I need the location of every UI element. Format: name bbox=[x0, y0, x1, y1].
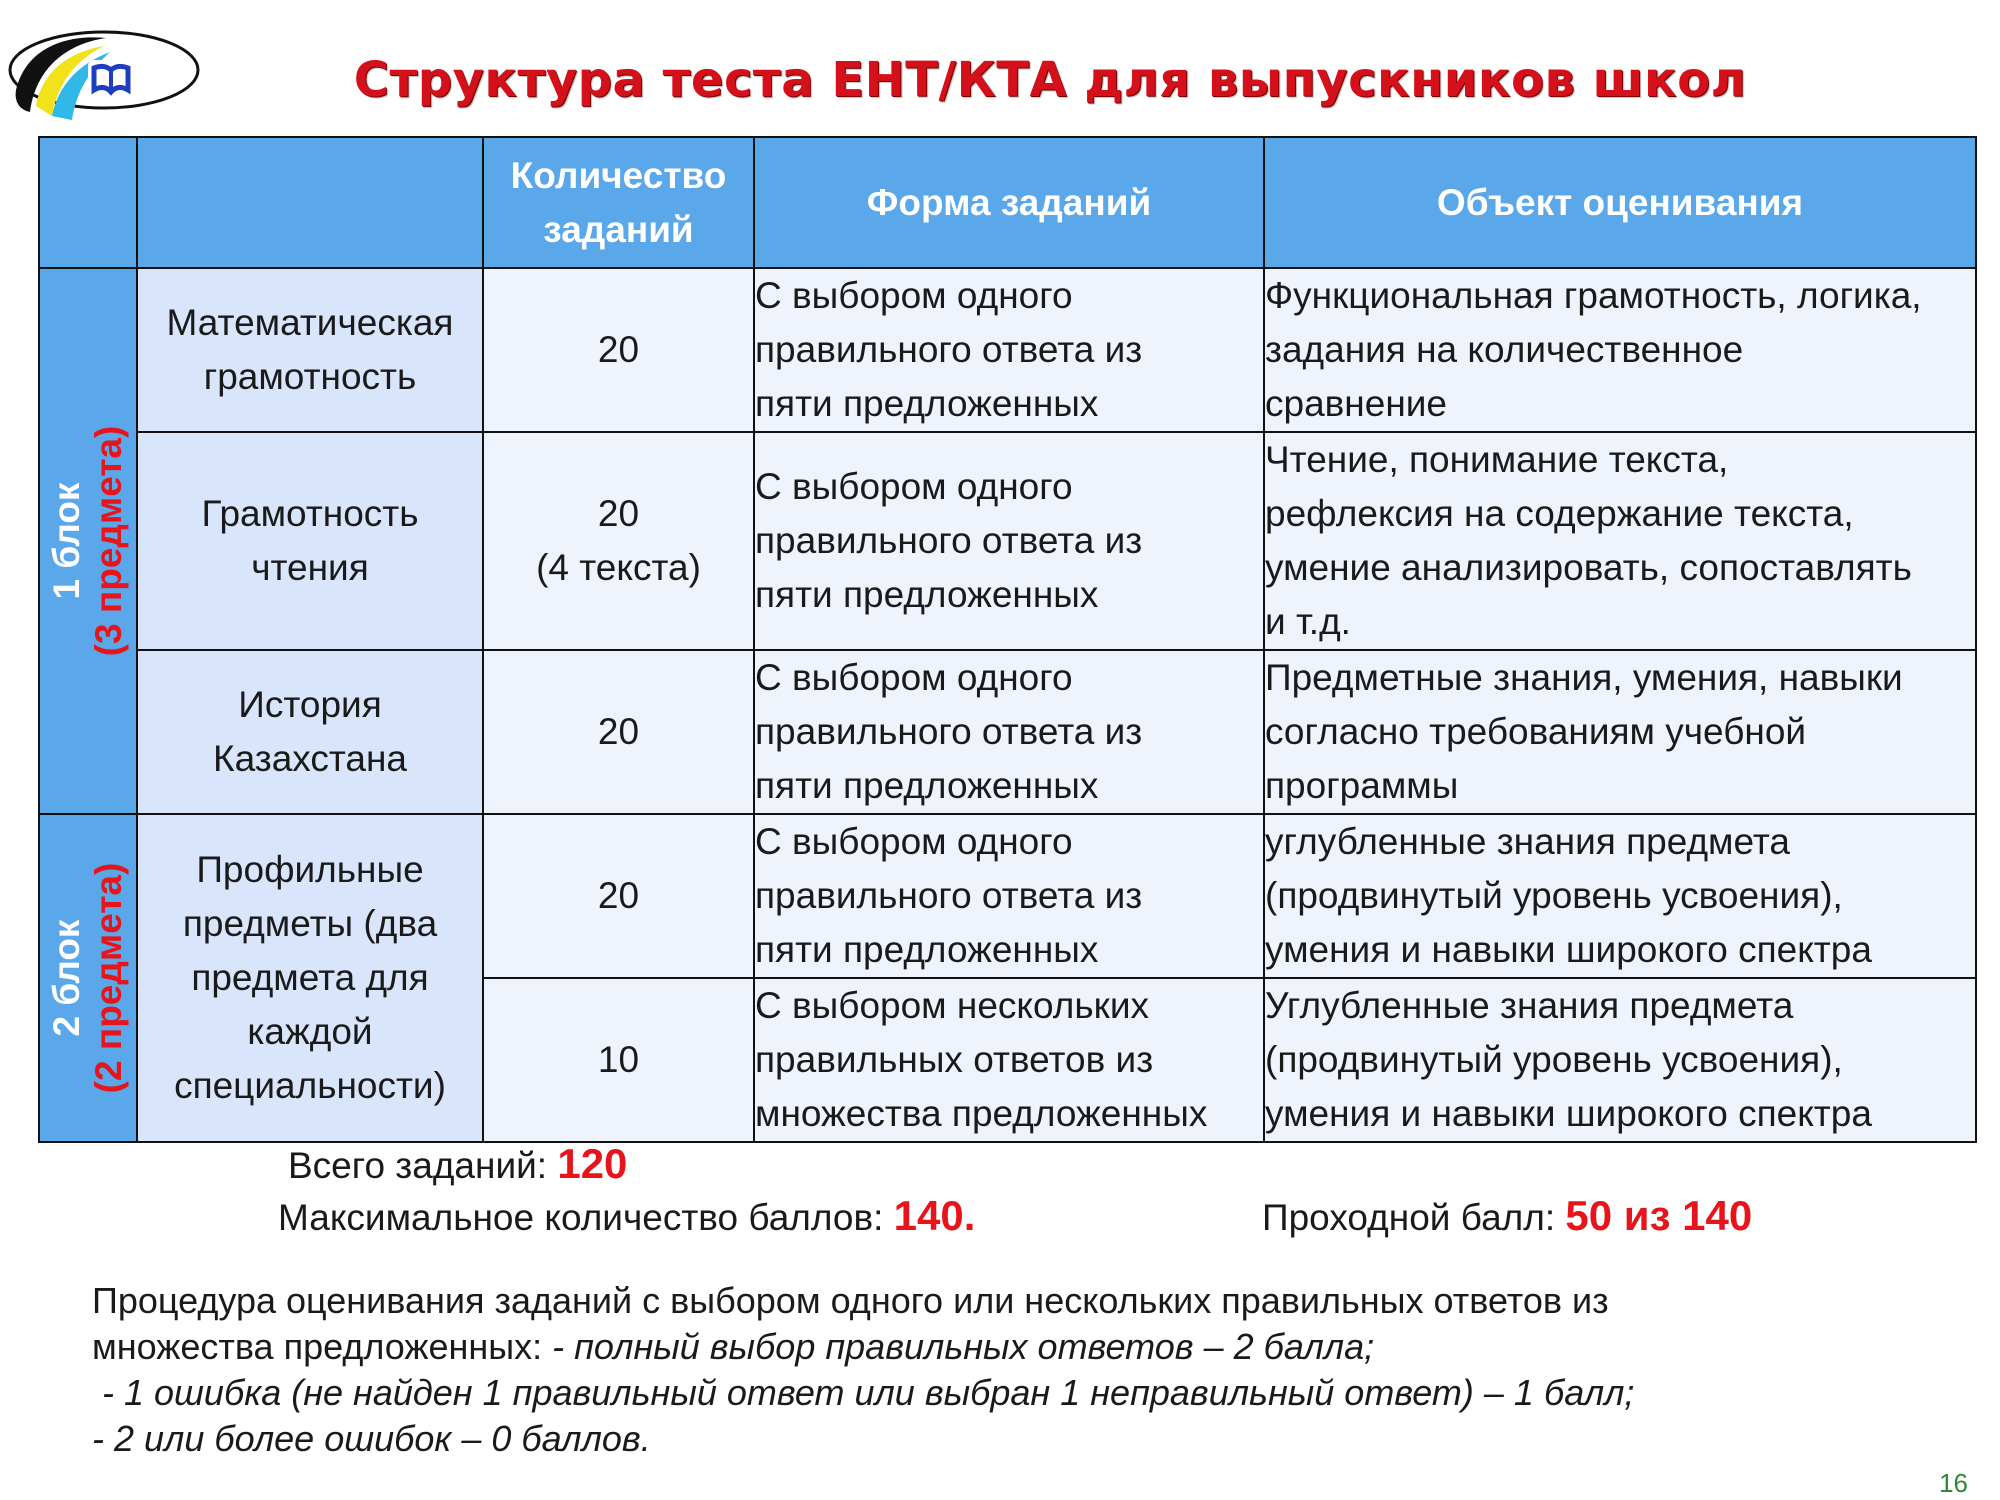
procedure-line-2-plain: множества предложенных: bbox=[92, 1326, 553, 1367]
object-line: согласно требованиям учебной bbox=[1265, 711, 1807, 752]
table-row bbox=[39, 814, 1976, 978]
count-line: 20 bbox=[597, 493, 640, 534]
form-line: С выбором нескольких bbox=[755, 985, 1149, 1026]
form-line: пяти предложенных bbox=[755, 574, 1099, 615]
form-line: пяти предложенных bbox=[755, 765, 1099, 806]
object-line: умение анализировать, сопоставлять bbox=[1265, 547, 1912, 588]
count-cell: 20 bbox=[483, 650, 754, 814]
form-line: правильного ответа из bbox=[755, 711, 1143, 752]
block-1-subtitle: (3 предмета) bbox=[88, 425, 129, 657]
max-score-label: Максимальное количество баллов: bbox=[278, 1197, 884, 1238]
object-line: программы bbox=[1265, 765, 1459, 806]
procedure-text bbox=[92, 1278, 1972, 1462]
block-2-cell bbox=[39, 814, 137, 1142]
form-line: правильного ответа из bbox=[755, 875, 1143, 916]
logo-icon bbox=[6, 20, 206, 124]
form-line: правильного ответа из bbox=[755, 329, 1143, 370]
form-line: множества предложенных bbox=[755, 1093, 1208, 1134]
block-2-name: 2 блок bbox=[46, 919, 87, 1037]
object-line: и т.д. bbox=[1265, 601, 1351, 642]
table-row bbox=[39, 268, 1976, 432]
form-cell bbox=[754, 650, 1264, 814]
block-1-cell bbox=[39, 268, 137, 814]
form-cell bbox=[754, 814, 1264, 978]
block-1-name: 1 блок bbox=[46, 482, 87, 600]
object-cell bbox=[1264, 650, 1976, 814]
count-line: (4 текста) bbox=[536, 547, 701, 588]
passing-score bbox=[1262, 1192, 1752, 1240]
count-cell: 10 bbox=[483, 978, 754, 1142]
object-line: рефлексия на содержание текста, bbox=[1265, 493, 1854, 534]
object-cell bbox=[1264, 432, 1976, 650]
object-line: Предметные знания, умения, навыки bbox=[1265, 657, 1903, 698]
table-header-row bbox=[39, 137, 1976, 268]
max-score-value: 140. bbox=[893, 1192, 976, 1239]
form-line: С выбором одного bbox=[755, 657, 1073, 698]
form-line: пяти предложенных bbox=[755, 929, 1099, 970]
header-empty-subject bbox=[137, 137, 483, 268]
form-line: правильных ответов из bbox=[755, 1039, 1154, 1080]
object-cell bbox=[1264, 978, 1976, 1142]
header-empty-block bbox=[39, 137, 137, 268]
count-cell: 20 bbox=[483, 268, 754, 432]
object-line: (продвинутый уровень усвоения), bbox=[1265, 875, 1843, 916]
max-score bbox=[278, 1192, 975, 1240]
form-line: пяти предложенных bbox=[755, 383, 1099, 424]
passing-score-value: 50 из 140 bbox=[1565, 1192, 1753, 1239]
form-line: С выбором одного bbox=[755, 821, 1073, 862]
table-row bbox=[39, 650, 1976, 814]
object-line: задания на количественное bbox=[1265, 329, 1744, 370]
procedure-line-1: Процедура оценивания заданий с выбором одного или нескольких правильных ответов из bbox=[92, 1280, 1609, 1321]
procedure-line-3: - 1 ошибка (не найден 1 правильный ответ или выбран 1 неправильный ответ) – 1 балл; bbox=[92, 1372, 1635, 1413]
object-line: (продвинутый уровень усвоения), bbox=[1265, 1039, 1843, 1080]
form-line: С выбором одного bbox=[755, 466, 1073, 507]
header-form: Форма заданий bbox=[754, 137, 1264, 268]
total-tasks bbox=[288, 1140, 627, 1188]
object-line: сравнение bbox=[1265, 383, 1448, 424]
object-line: умения и навыки широкого спектра bbox=[1265, 929, 1872, 970]
object-line: Чтение, понимание текста, bbox=[1265, 439, 1729, 480]
header-count: Количество заданий bbox=[483, 137, 754, 268]
object-cell bbox=[1264, 268, 1976, 432]
subject-cell: Профильные предметы (два предмета для каждой специальности) bbox=[137, 814, 483, 1142]
procedure-line-2 bbox=[92, 1324, 1972, 1370]
object-cell bbox=[1264, 814, 1976, 978]
object-line: Функциональная грамотность, логика, bbox=[1265, 275, 1922, 316]
form-line: С выбором одного bbox=[755, 275, 1073, 316]
object-line: углубленные знания предмета bbox=[1265, 821, 1790, 862]
procedure-line-4: - 2 или более ошибок – 0 баллов. bbox=[92, 1418, 651, 1459]
header-object: Объект оценивания bbox=[1264, 137, 1976, 268]
procedure-line-2-italic: - полный выбор правильных ответов – 2 балла; bbox=[552, 1326, 1375, 1367]
subject-cell: История Казахстана bbox=[137, 650, 483, 814]
table-row bbox=[39, 432, 1976, 650]
page-number: 16 bbox=[1939, 1468, 1968, 1498]
page-title: Структура теста ЕНТ/КТА для выпускников школ bbox=[353, 52, 1747, 108]
test-structure-table bbox=[38, 136, 1977, 1143]
total-tasks-value: 120 bbox=[557, 1140, 628, 1187]
subject-cell: Математическая грамотность bbox=[137, 268, 483, 432]
form-cell bbox=[754, 978, 1264, 1142]
count-cell: 20 bbox=[483, 814, 754, 978]
passing-score-label: Проходной балл: bbox=[1262, 1197, 1556, 1238]
object-line: умения и навыки широкого спектра bbox=[1265, 1093, 1872, 1134]
object-line: Углубленные знания предмета bbox=[1265, 985, 1794, 1026]
subject-cell: Грамотность чтения bbox=[137, 432, 483, 650]
count-cell bbox=[483, 432, 754, 650]
form-cell bbox=[754, 432, 1264, 650]
total-tasks-label: Всего заданий: bbox=[288, 1145, 548, 1186]
form-cell bbox=[754, 268, 1264, 432]
form-line: правильного ответа из bbox=[755, 520, 1143, 561]
block-2-subtitle: (2 предмета) bbox=[88, 862, 129, 1094]
